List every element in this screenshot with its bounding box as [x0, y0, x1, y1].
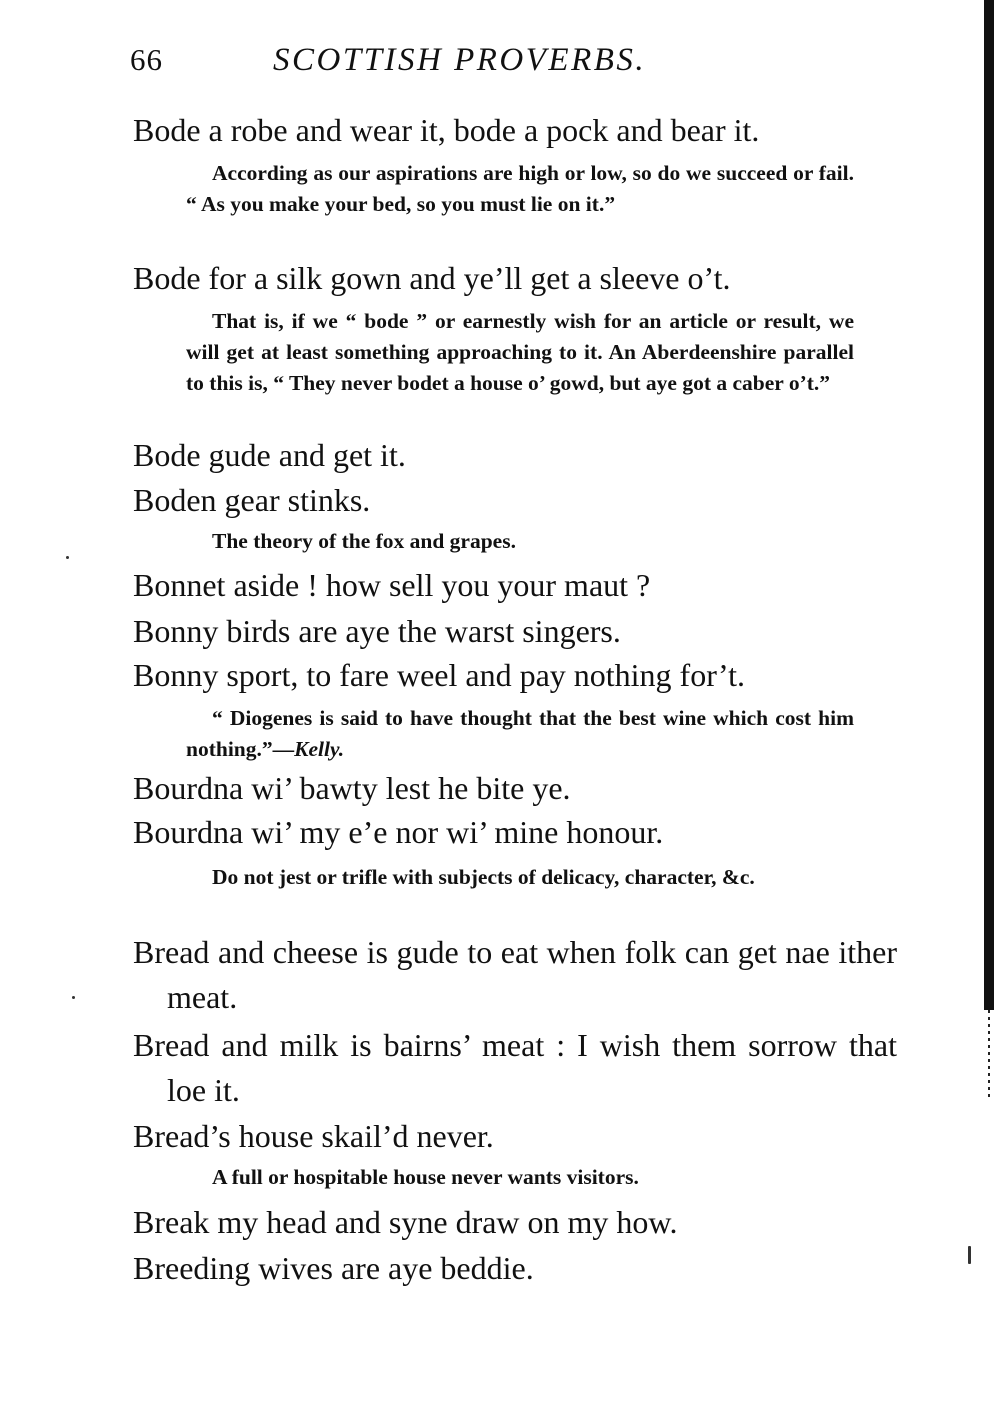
- proverb-note: According as our aspirations are high or low, so do we succeed or fail. “ As you make your bed, so you must lie on it.”: [186, 161, 854, 216]
- proverb-line: Bread and milk is bairns’ meat : I wish them sorrow that loe it.: [133, 1027, 897, 1108]
- proverb-line: Boden gear stinks.: [133, 482, 371, 518]
- proverb-line: Bonnet aside ! how sell you your maut ?: [133, 567, 651, 603]
- proverb-line: Bonny birds are aye the warst singers.: [133, 613, 621, 649]
- proverb-note: [186, 703, 854, 765]
- scan-speck: [968, 1246, 971, 1264]
- page-edge-shadow: [984, 0, 994, 1010]
- proverb-line: Bourdna wi’ bawty lest he bite ye.: [133, 770, 571, 806]
- note-source: Kelly.: [294, 737, 345, 761]
- scan-speck: [72, 996, 75, 999]
- proverb-line: Bread’s house skail’d never.: [133, 1118, 494, 1154]
- proverb-line: Bode a robe and wear it, bode a pock and bear it.: [133, 112, 760, 148]
- proverb-line: Bread and cheese is gude to eat when folk can get nae ither meat.: [133, 934, 897, 1015]
- proverb-line: Bode for a silk gown and ye’ll get a sleeve o’t.: [133, 260, 731, 296]
- proverb-line: Bonny sport, to fare weel and pay nothing for’t.: [133, 657, 746, 693]
- proverb-line: Bode gude and get it.: [133, 437, 406, 473]
- proverb-line: Breeding wives are aye beddie.: [133, 1250, 534, 1286]
- scan-speck: [66, 556, 69, 559]
- proverb-line: Bourdna wi’ my e’e nor wi’ mine honour.: [133, 814, 664, 850]
- proverb-line: Break my head and syne draw on my how.: [133, 1204, 678, 1240]
- page-edge-dotted: [988, 1010, 990, 1100]
- proverb-note: That is, if we “ bode ” or earnestly wish for an article or result, we will get at least something approaching to it. An Aberdeenshire parallel to this is, “ They never bodet a house o’ gowd, but aye got a caber o’t.”: [186, 309, 854, 395]
- proverb-note: The theory of the fox and grapes.: [212, 529, 516, 553]
- running-head: SCOTTISH PROVERBS.: [273, 42, 647, 78]
- proverb-note: Do not jest or trifle with subjects of delicacy, character, &c.: [212, 865, 755, 889]
- note-quote: “ Diogenes is said to have thought that the best wine which cost him nothing.”—: [186, 706, 854, 761]
- page-number: 66: [130, 42, 163, 77]
- proverb-note: A full or hospitable house never wants visitors.: [212, 1165, 639, 1189]
